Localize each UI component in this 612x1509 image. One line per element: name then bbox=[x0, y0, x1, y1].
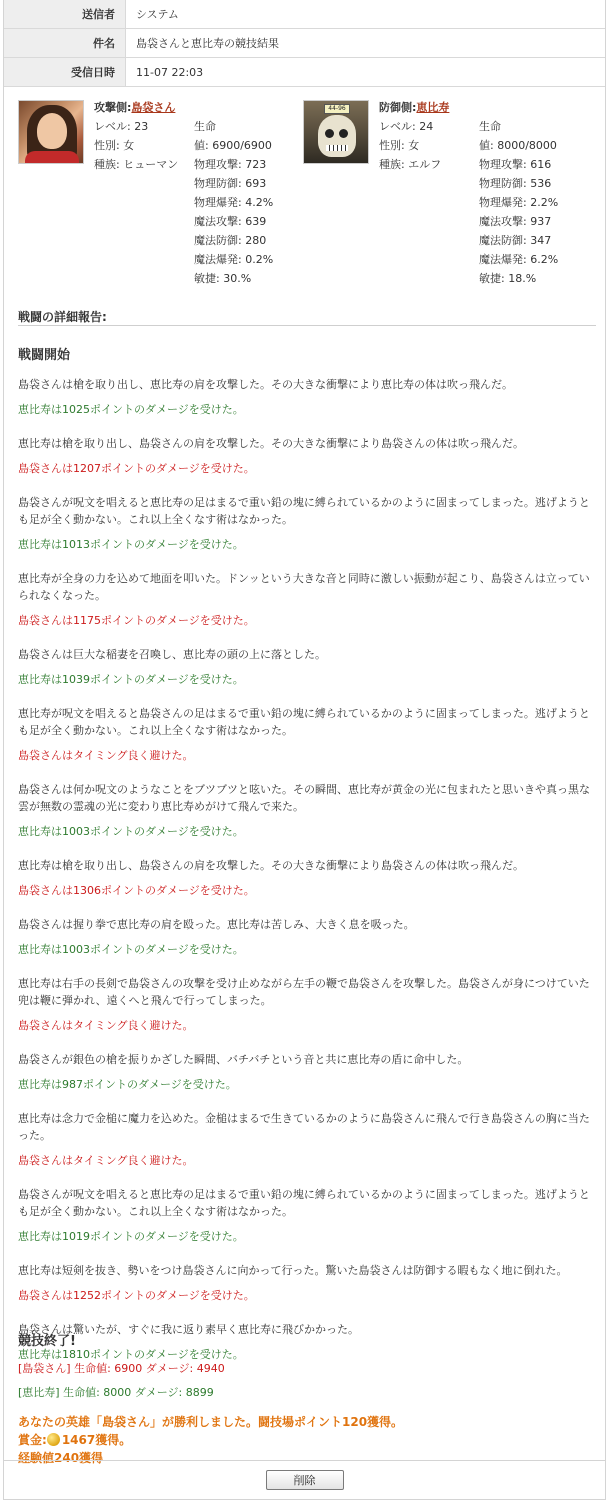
date-label: 受信日時 bbox=[4, 58, 126, 86]
log-entry bbox=[18, 1110, 596, 1169]
gold-coin-icon bbox=[47, 1433, 60, 1446]
log-result: 恵比寿は1003ポイントのダメージを受けた。 bbox=[18, 943, 244, 956]
log-action: 恵比寿が全身の力を込めて地面を叩いた。ドンッという大きな音と同時に激しい振動が起こり、島袋さんは立っていられなくなった。 bbox=[18, 572, 590, 602]
log-entry bbox=[18, 916, 596, 958]
log-entry bbox=[18, 494, 596, 553]
log-result: 恵比寿は1019ポイントのダメージを受けた。 bbox=[18, 1230, 244, 1243]
stat-line: 魔法爆発: 6.2% bbox=[479, 253, 559, 266]
battle-end bbox=[18, 1330, 596, 1467]
log-result: 恵比寿は1003ポイントのダメージを受けた。 bbox=[18, 825, 244, 838]
date-value: 11-07 22:03 bbox=[136, 66, 204, 79]
log-entry bbox=[18, 975, 596, 1034]
defender-role-label: 防御側: bbox=[379, 101, 417, 114]
log-result: 恵比寿は1810ポイントのダメージを受けた。 bbox=[18, 1348, 244, 1361]
stat-line: 敏捷: 18.% bbox=[479, 272, 537, 285]
log-action: 恵比寿が呪文を唱えると島袋さんの足はまるで重い鉛の塊に縛られているかのように固まってしまった。逃げようとも足が全く動かない。これ以上全くなす術はなかった。 bbox=[18, 707, 590, 737]
subject-row bbox=[4, 29, 605, 58]
stat-line: 魔法攻撃: 937 bbox=[479, 215, 552, 228]
stat-line: 物理爆発: 4.2% bbox=[194, 196, 274, 209]
stat-line: 魔法防御: 280 bbox=[194, 234, 267, 247]
attacker-stats bbox=[194, 117, 304, 288]
stat-line: 敏捷: 30.% bbox=[194, 272, 252, 285]
defender-role bbox=[379, 98, 479, 117]
log-entry bbox=[18, 1262, 596, 1304]
stat-line: 値: 6900/6900 bbox=[194, 139, 272, 152]
log-result: 恵比寿は1025ポイントのダメージを受けた。 bbox=[18, 403, 244, 416]
log-result: 恵比寿は1013ポイントのダメージを受けた。 bbox=[18, 538, 244, 551]
attacker-role bbox=[94, 98, 194, 117]
attacker-role-label: 攻撃側: bbox=[94, 101, 132, 114]
attacker-name-link[interactable]: 島袋さん bbox=[131, 101, 176, 114]
defender-summary: [恵比寿] 生命値: 8000 ダメージ: 8899 bbox=[18, 1386, 214, 1399]
delete-button[interactable]: 削除 bbox=[266, 1470, 344, 1490]
stat-line: 物理防御: 536 bbox=[479, 177, 552, 190]
log-result: 島袋さんは1207ポイントのダメージを受けた。 bbox=[18, 462, 255, 475]
sender-label: 送信者 bbox=[4, 0, 126, 28]
attacker-summary: [島袋さん] 生命値: 6900 ダメージ: 4940 bbox=[18, 1362, 225, 1375]
subject-value: 島袋さんと恵比寿の競技結果 bbox=[136, 37, 279, 50]
defender-name-link[interactable]: 恵比寿 bbox=[416, 101, 450, 114]
log-result: 島袋さんはタイミング良く避けた。 bbox=[18, 749, 194, 762]
attacker-race: 種族: ヒューマン bbox=[94, 158, 179, 171]
attacker-portrait bbox=[18, 100, 84, 164]
log-action: 島袋さんは槍を取り出し、恵比寿の肩を攻撃した。その大きな衝撃により恵比寿の体は吹っ飛んだ。 bbox=[18, 378, 513, 391]
footer-bar bbox=[4, 1460, 605, 1498]
stat-line: 物理攻撃: 723 bbox=[194, 158, 267, 171]
log-entry bbox=[18, 705, 596, 764]
sender-row bbox=[4, 0, 605, 29]
defender-stats bbox=[479, 117, 589, 288]
log-result: 島袋さんは1175ポイントのダメージを受けた。 bbox=[18, 614, 255, 627]
log-action: 島袋さんは巨大な稲妻を召喚し、恵比寿の頭の上に落とした。 bbox=[18, 648, 326, 661]
log-result: 島袋さんはタイミング良く避けた。 bbox=[18, 1019, 194, 1032]
defender-gender: 性別: 女 bbox=[379, 139, 420, 152]
stat-line: 魔法攻撃: 639 bbox=[194, 215, 267, 228]
log-action: 島袋さんが呪文を唱えると恵比寿の足はまるで重い鉛の塊に縛られているかのように固まってしまった。逃げようとも足が全く動かない。これ以上全くなす術はなかった。 bbox=[18, 1188, 590, 1218]
sender-value: システム bbox=[136, 8, 179, 21]
log-result: 島袋さんは1252ポイントのダメージを受けた。 bbox=[18, 1289, 255, 1302]
prize-label: 賞金: bbox=[18, 1433, 47, 1447]
log-action: 島袋さんは握り拳で恵比寿の肩を殴った。恵比寿は苦しみ、大きく息を吸った。 bbox=[18, 918, 415, 931]
log-action: 恵比寿は短剣を抜き、勢いをつけ島袋さんに向かって行った。驚いた島袋さんは防御する暇もなく地に倒れた。 bbox=[18, 1264, 568, 1277]
stat-line: 物理攻撃: 616 bbox=[479, 158, 552, 171]
log-result: 島袋さんはタイミング良く避けた。 bbox=[18, 1154, 194, 1167]
battle-summary bbox=[18, 1357, 596, 1405]
log-result: 島袋さんは1306ポイントのダメージを受けた。 bbox=[18, 884, 255, 897]
stat-line: 物理爆発: 2.2% bbox=[479, 196, 559, 209]
stat-line: 値: 8000/8000 bbox=[479, 139, 557, 152]
stat-line: 生命 bbox=[479, 120, 501, 133]
log-result: 恵比寿は1039ポイントのダメージを受けた。 bbox=[18, 673, 244, 686]
exp-line: 経験値240獲得 bbox=[18, 1451, 104, 1465]
battle-start-heading: 戦闘開始 bbox=[18, 348, 71, 363]
log-action: 恵比寿は右手の長剣で島袋さんの攻撃を受け止めながら左手の鞭で島袋さんを攻撃した。島袋さんが身につけていた兜は鞭に弾かれ、遠くへと飛んで行ってしまった。 bbox=[18, 977, 590, 1007]
defender-info bbox=[379, 98, 479, 174]
subject-label: 件名 bbox=[4, 29, 126, 57]
log-entry bbox=[18, 857, 596, 899]
log-entry bbox=[18, 1051, 596, 1093]
attacker-gender: 性別: 女 bbox=[94, 139, 135, 152]
date-row bbox=[4, 58, 605, 87]
log-entry bbox=[18, 1186, 596, 1245]
log-result: 恵比寿は987ポイントのダメージを受けた。 bbox=[18, 1078, 237, 1091]
log-entry bbox=[18, 646, 596, 688]
attacker-info bbox=[94, 98, 194, 174]
log-entry bbox=[18, 570, 596, 629]
defender-portrait bbox=[303, 100, 369, 164]
log-action: 恵比寿は槍を取り出し、島袋さんの肩を攻撃した。その大きな衝撃により島袋さんの体は吹っ飛んだ。 bbox=[18, 859, 524, 872]
log-action: 恵比寿は念力で金槌に魔力を込めた。金槌はまるで生きているかのように島袋さんに飛んで行き島袋さんの胸に当たった。 bbox=[18, 1112, 590, 1142]
defender-level: レベル: 24 bbox=[379, 120, 434, 133]
report-title: 戦闘の詳細報告: bbox=[18, 308, 596, 326]
victory-line: あなたの英雄「島袋さん」が勝利しました。闘技場ポイント120獲得。 bbox=[18, 1415, 404, 1429]
defender-race: 種族: エルフ bbox=[379, 158, 442, 171]
log-action: 島袋さんが呪文を唱えると恵比寿の足はまるで重い鉛の塊に縛られているかのように固まってしまった。逃げようとも足が全く動かない。これ以上全くなす術はなかった。 bbox=[18, 496, 590, 526]
message-frame bbox=[3, 0, 606, 1500]
attacker-level: レベル: 23 bbox=[94, 120, 149, 133]
stat-line: 魔法爆発: 0.2% bbox=[194, 253, 274, 266]
log-entry bbox=[18, 435, 596, 477]
combatants bbox=[18, 98, 598, 298]
log-action: 恵比寿は槍を取り出し、島袋さんの肩を攻撃した。その大きな衝撃により島袋さんの体は吹っ飛んだ。 bbox=[18, 437, 524, 450]
log-action: 島袋さんは何か呪文のようなことをブツブツと呟いた。その瞬間、恵比寿が黄金の光に包まれたと思いきや真っ黒な雲が無数の霊魂の光に変わり恵比寿めがけて飛んで来た。 bbox=[18, 783, 590, 813]
victory-message bbox=[18, 1413, 596, 1467]
log-action: 島袋さんが銀色の槍を振りかざした瞬間、バチバチという音と共に恵比寿の盾に命中した。 bbox=[18, 1053, 469, 1066]
defender-plate: 44-96 bbox=[324, 104, 350, 114]
log-entry bbox=[18, 781, 596, 840]
battle-log bbox=[18, 376, 596, 1380]
prize-line bbox=[18, 1431, 596, 1449]
log-action: 島袋さんは驚いたが、すぐに我に返り素早く恵比寿に飛びかかった。 bbox=[18, 1323, 359, 1336]
stat-line: 魔法防御: 347 bbox=[479, 234, 552, 247]
end-title: 競技終了! bbox=[18, 1334, 76, 1349]
prize-value: 1467獲得。 bbox=[61, 1433, 132, 1447]
log-entry bbox=[18, 376, 596, 418]
stat-line: 生命 bbox=[194, 120, 216, 133]
stat-line: 物理防御: 693 bbox=[194, 177, 267, 190]
